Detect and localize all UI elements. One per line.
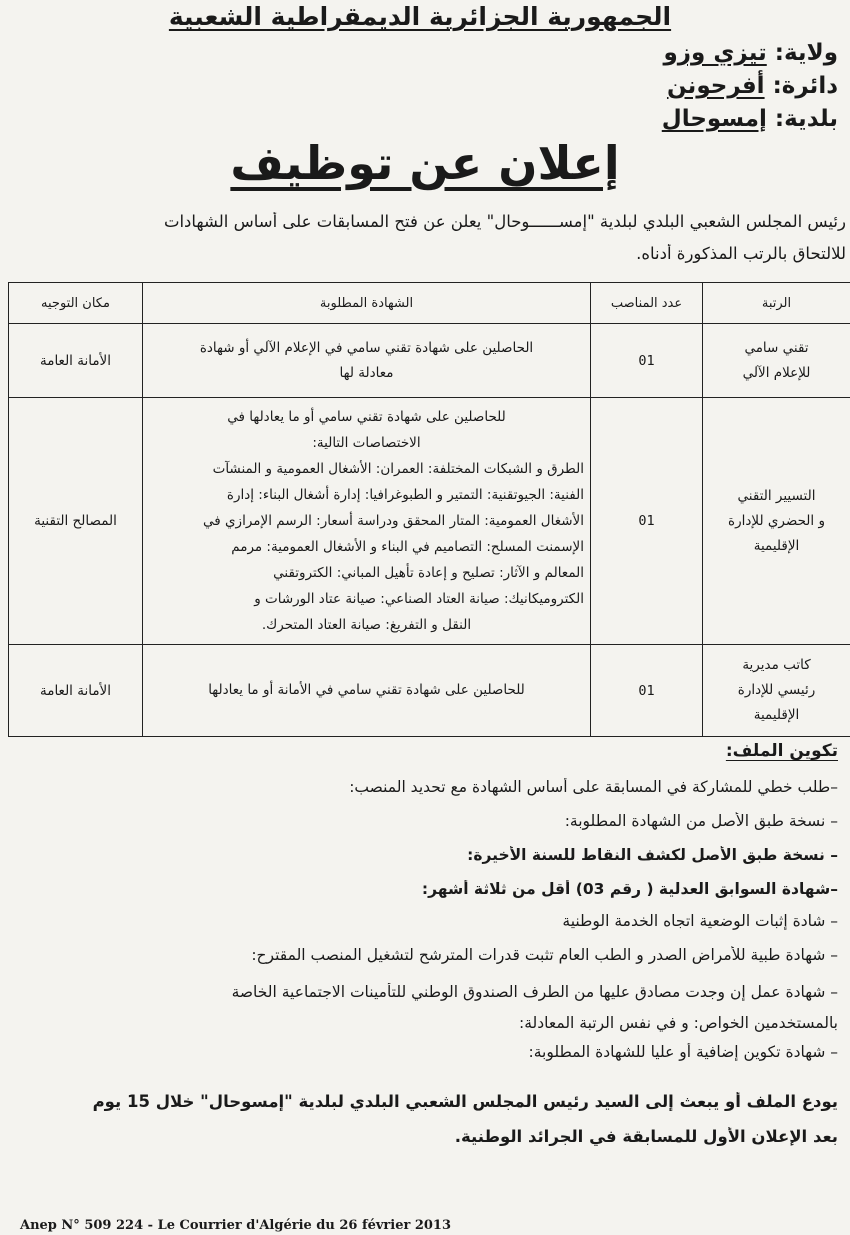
intro-line-2: للالتحاق بالرتب المذكورة أدناه. <box>636 244 846 263</box>
file-item: – شهادة طبية للأمراض الصدر و الطب العام تثبت قدرات المترشح لتشغيل المنصب المقترح: <box>251 946 838 964</box>
header-assignment: مكان التوجيه <box>9 283 143 324</box>
assignment-cell: الأمانة العامة <box>9 324 143 398</box>
daira-label: دائرة: <box>772 73 838 99</box>
certificate-line: معادلة لها <box>339 364 394 381</box>
assignment-cell: المصالح التقنية <box>9 398 143 645</box>
assignment-cell: الأمانة العامة <box>9 645 143 737</box>
rank-line: الإقليمية <box>753 537 800 554</box>
file-item: – نسخة طبق الأصل لكشف النقاط للسنة الأخيرة: <box>467 846 838 864</box>
file-item: بالمستخدمين الخواص: و في نفس الرتبة المعادلة: <box>519 1014 838 1032</box>
certificate-line: للحاصلين على شهادة تقني سامي في الأمانة أو ما يعادلها <box>208 682 525 698</box>
certificate-line: الطرق و الشبكات المختلفة: العمران: الأشغال العمومية و المنشآت <box>212 461 584 477</box>
certificate-cell <box>143 645 591 737</box>
table-row <box>9 645 850 737</box>
rank-line: للإعلام الآلي <box>742 364 811 381</box>
certificate-line: للحاصلين على شهادة تقني سامي أو ما يعادلها في <box>227 409 506 425</box>
wilaya-line <box>664 40 839 66</box>
certificate-line: الكتروميكانيك: صيانة العتاد الصناعي: صيانة عتاد الورشات و <box>254 591 584 607</box>
daira-line <box>667 73 838 99</box>
positions-table <box>8 282 850 737</box>
certificate-line: الاختصاصات التالية: <box>312 435 421 451</box>
certificate-line: الفنية: الجيوتقنية: التمتير و الطبوغرافيا: إدارة أشغال البناء: إدارة <box>226 487 584 503</box>
file-item: –طلب خطي للمشاركة في المسابقة على أساس الشهادة مع تحديد المنصب: <box>349 778 838 796</box>
certificate-line: الأشغال العمومية: المتار المحقق ودراسة أسعار: الرسم الإمرازي في <box>202 513 584 529</box>
rank-cell <box>703 398 850 645</box>
certificate-cell <box>143 398 591 645</box>
rank-cell <box>703 645 850 737</box>
rank-line: و الحضري للإدارة <box>728 512 825 529</box>
closing-line-2: بعد الإعلان الأول للمسابقة في الجرائد الوطنية. <box>454 1127 838 1146</box>
rank-cell <box>703 324 850 398</box>
table-row <box>9 398 850 645</box>
wilaya-label: ولاية: <box>774 40 838 66</box>
certificate-line: الحاصلين على شهادة تقني سامي في الإعلام الآلي أو شهادة <box>199 339 534 356</box>
certificate-line: النقل و التفريغ: صيانة العتاد المتحرك. <box>261 617 472 633</box>
rank-line: تقني سامي <box>744 339 809 356</box>
table-header-row <box>9 283 850 324</box>
header-rank: الرتبة <box>703 283 850 324</box>
certificate-cell <box>143 324 591 398</box>
page-title: إعلان عن توظيف <box>230 136 620 190</box>
commune-line <box>662 106 838 132</box>
daira-value: أفرحونن <box>666 73 765 99</box>
closing-line-1: يودع الملف أو يبعث إلى السيد رئيس المجلس الشعبي البلدي لبلدية "إمسوحال" خلال 15 يوم <box>92 1092 838 1111</box>
republic-title: الجمهورية الجزائرية الديمقراطية الشعبية <box>168 2 672 31</box>
rank-line: الإقليمية <box>753 707 800 723</box>
file-item: –شهادة السوابق العدلية ( رقم 03) أقل من ثلاثة أشهر: <box>421 880 838 898</box>
intro-line-1: رئيس المجلس الشعبي البلدي لبلدية "إمســــــوحال" يعلن عن فتح المسابقات على أساس الشهادات <box>163 212 846 231</box>
file-item: – شهادة عمل إن وجدت مصادق عليها من الطرف الصندوق الوطني للتأمينات الاجتماعية الخاصة <box>231 983 838 1001</box>
wilaya-value: تيزي وزو <box>663 40 767 66</box>
publication-footer: Anep N° 509 224 - Le Courrier d'Algérie du 26 février 2013 <box>20 1218 452 1233</box>
certificate-line: الإسمنت المسلح: التصاميم في البناء و الأشغال العمومية: مرمم <box>231 539 584 555</box>
rank-line: كاتب مديرية <box>742 657 811 673</box>
posts-cell: 01 <box>591 398 703 645</box>
file-item: – شهادة تكوين إضافية أو عليا للشهادة المطلوبة: <box>528 1043 838 1061</box>
certificate-line: المعالم و الآثار: تصليح و إعادة تأهيل المباني: الكتروتقني <box>273 565 584 581</box>
posts-cell: 01 <box>591 324 703 398</box>
file-item: – نسخة طبق الأصل من الشهادة المطلوبة: <box>564 812 838 830</box>
rank-line: التسيير التقني <box>737 487 816 504</box>
posts-cell: 01 <box>591 645 703 737</box>
commune-label: بلدية: <box>774 106 838 132</box>
table-row <box>9 324 850 398</box>
header-certificate: الشهادة المطلوبة <box>143 283 591 324</box>
file-section-title: تكوين الملف: <box>725 741 838 761</box>
rank-line: رئيسي للإدارة <box>737 682 816 698</box>
commune-value: إمسوحال <box>661 106 767 132</box>
header-posts: عدد المناصب <box>591 283 703 324</box>
file-item: – شادة إثبات الوضعية اتجاه الخدمة الوطنية <box>562 912 838 930</box>
